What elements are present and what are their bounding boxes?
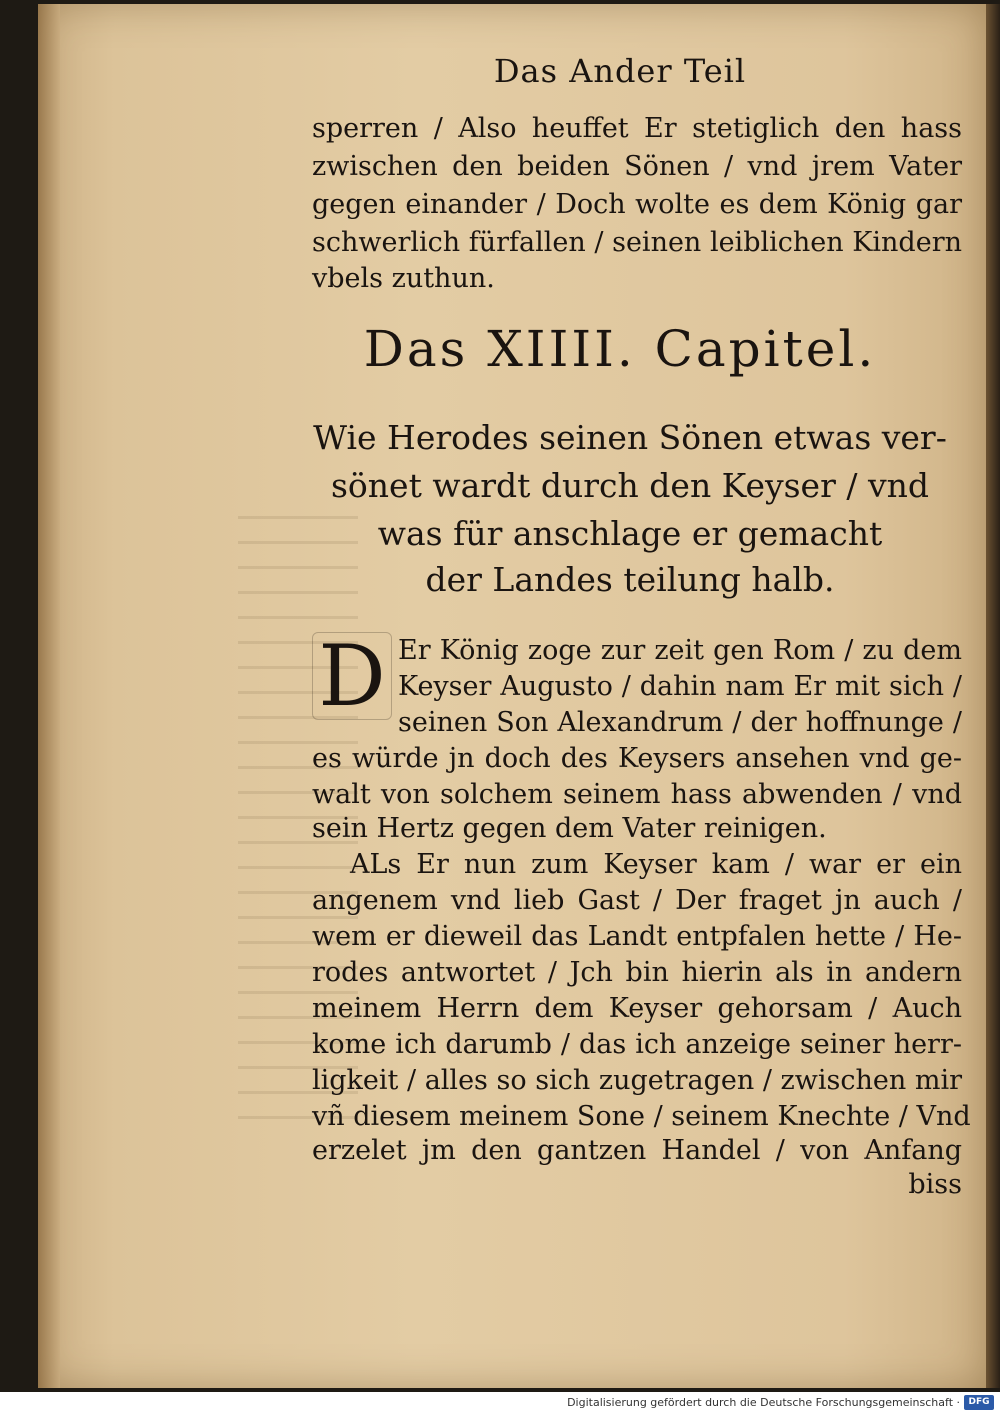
body-line: wem er dieweil das Landt entpfalen hette / He- — [312, 921, 962, 952]
dfg-logo-icon: DFG — [964, 1395, 994, 1410]
chapter-summary-line: was für anschlage er gemacht — [377, 514, 883, 553]
body-line: ligkeit / alles so sich zugetragen / zwischen mir — [312, 1065, 962, 1096]
chapter-summary-line: sönet wardt durch den Keyser / vnd — [331, 466, 929, 505]
body-line: angenem vnd lieb Gast / Der fraget jn auch / — [312, 885, 962, 916]
intro-line: vbels zuthun. — [312, 263, 495, 294]
body-line: kome ich darumb / das ich anzeige seiner herr- — [312, 1029, 962, 1060]
page-edge — [986, 4, 1000, 1388]
catchword: biss — [908, 1169, 962, 1200]
funding-credit: Digitalisierung gefördert durch die Deutsche Forschungsgemeinschaft · — [567, 1396, 960, 1409]
intro-line: sperren / Also heuffet Er stetiglich den hass — [312, 113, 962, 144]
chapter-title: Das XIIII. Capitel. — [363, 320, 877, 378]
chapter-summary-line: der Landes teilung halb. — [425, 560, 835, 599]
body-line: Keyser Augusto / dahin nam Er mit sich / — [398, 671, 962, 702]
body-line: ALs Er nun zum Keyser kam / war er ein — [350, 849, 962, 880]
intro-line: zwischen den beiden Sönen / vnd jrem Vater — [312, 151, 962, 182]
body-line: es würde jn doch des Keysers ansehen vnd ge- — [312, 743, 962, 774]
body-line: vñ diesem meinem Sone / seinem Knechte / Vnd — [312, 1101, 971, 1132]
chapter-summary-line: Wie Herodes seinen Sönen etwas ver- — [313, 418, 947, 457]
body-line: rodes antwortet / Jch bin hierin als in andern — [312, 957, 962, 988]
body-line: erzelet jm den gantzen Handel / von Anfang — [312, 1135, 962, 1166]
intro-line: gegen einander / Doch wolte es dem König gar — [312, 189, 962, 220]
body-line: sein Hertz gegen dem Vater reinigen. — [312, 813, 827, 844]
intro-line: schwerlich fürfallen / seinen leiblichen Kindern — [312, 227, 962, 258]
body-line: walt von solchem seinem hass abwenden / vnd — [312, 779, 962, 810]
page-gutter — [38, 4, 60, 1388]
body-line: seinen Son Alexandrum / der hoffnunge / — [398, 707, 962, 738]
digitization-footer — [0, 1392, 1000, 1414]
decorated-initial: D — [312, 632, 392, 720]
body-line: meinem Herrn dem Keyser gehorsam / Auch — [312, 993, 962, 1024]
body-line: Er König zoge zur zeit gen Rom / zu dem — [398, 635, 962, 666]
running-head: Das Ander Teil — [493, 52, 747, 90]
